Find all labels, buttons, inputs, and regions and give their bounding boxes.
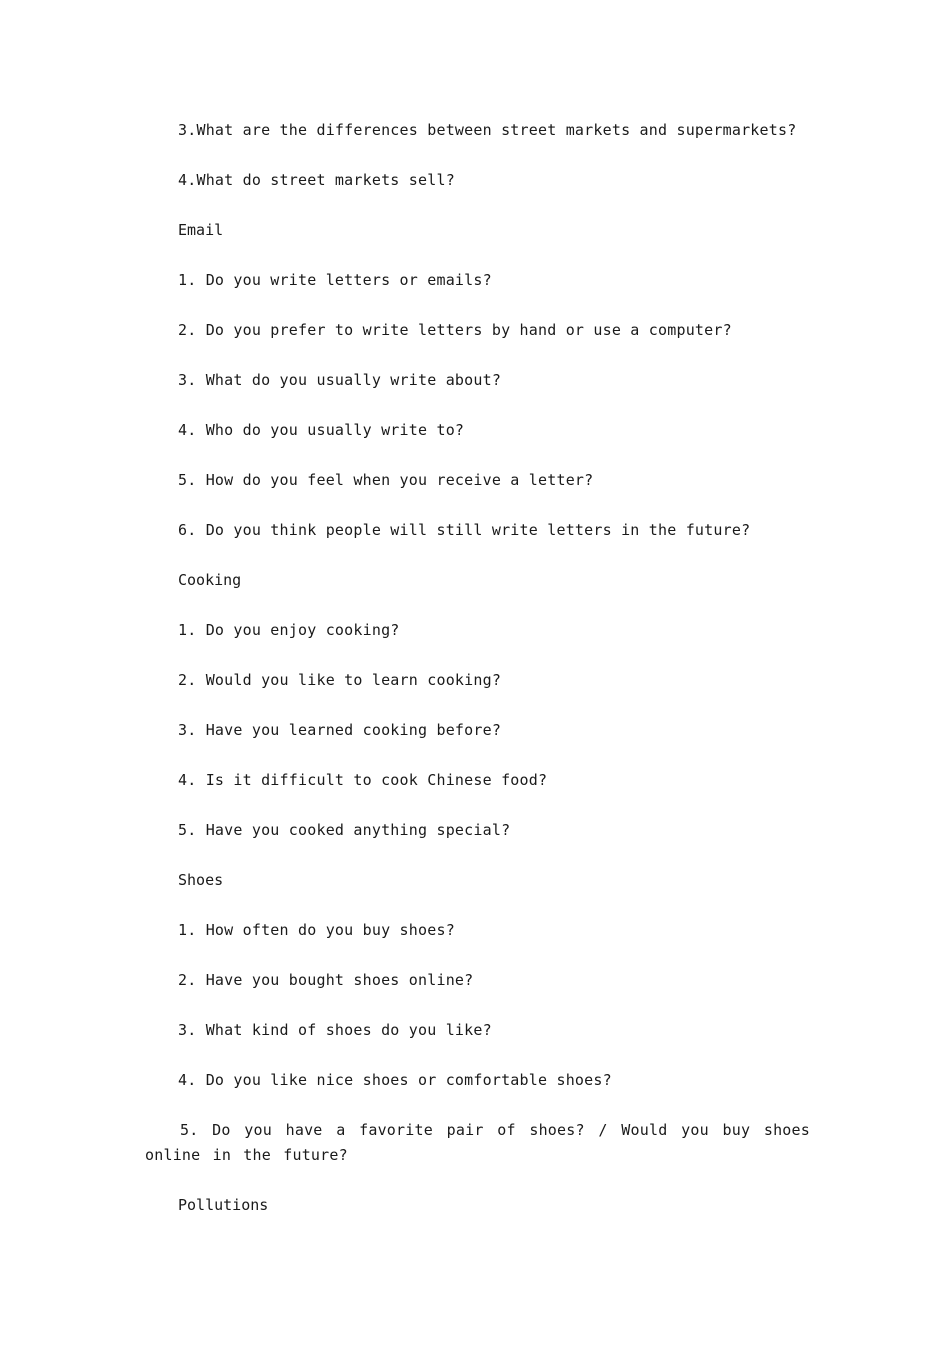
cooking-question-2: 2. Would you like to learn cooking? [178, 671, 502, 689]
cooking-question-5: 5. Have you cooked anything special? [178, 821, 511, 839]
section-heading-shoes: Shoes [178, 871, 224, 889]
section-heading-cooking: Cooking [178, 571, 242, 589]
cooking-question-3: 3. Have you learned cooking before? [178, 721, 502, 739]
shoes-question-5: 5. Do you have a favorite pair of shoes? / Would you buy shoes online in the future? [145, 1121, 810, 1164]
shoes-question-4: 4. Do you like nice shoes or comfortable shoes? [178, 1071, 612, 1089]
section-heading-email: Email [178, 221, 224, 239]
cooking-question-1: 1. Do you enjoy cooking? [178, 621, 400, 639]
shoes-question-1: 1. How often do you buy shoes? [178, 921, 455, 939]
cooking-question-4: 4. Is it difficult to cook Chinese food? [178, 771, 548, 789]
market-question-4: 4.What do street markets sell? [178, 171, 455, 189]
shoes-question-3: 3. What kind of shoes do you like? [178, 1021, 492, 1039]
section-heading-pollutions: Pollutions [178, 1196, 269, 1214]
email-question-5: 5. How do you feel when you receive a letter? [178, 471, 594, 489]
email-question-1: 1. Do you write letters or emails? [178, 271, 492, 289]
email-question-2: 2. Do you prefer to write letters by hand or use a computer? [178, 321, 732, 339]
market-question-3: 3.What are the differences between street markets and supermarkets? [178, 121, 797, 139]
email-question-6: 6. Do you think people will still write letters in the future? [178, 521, 751, 539]
email-question-4: 4. Who do you usually write to? [178, 421, 465, 439]
shoes-question-2: 2. Have you bought shoes online? [178, 971, 474, 989]
email-question-3: 3. What do you usually write about? [178, 371, 502, 389]
